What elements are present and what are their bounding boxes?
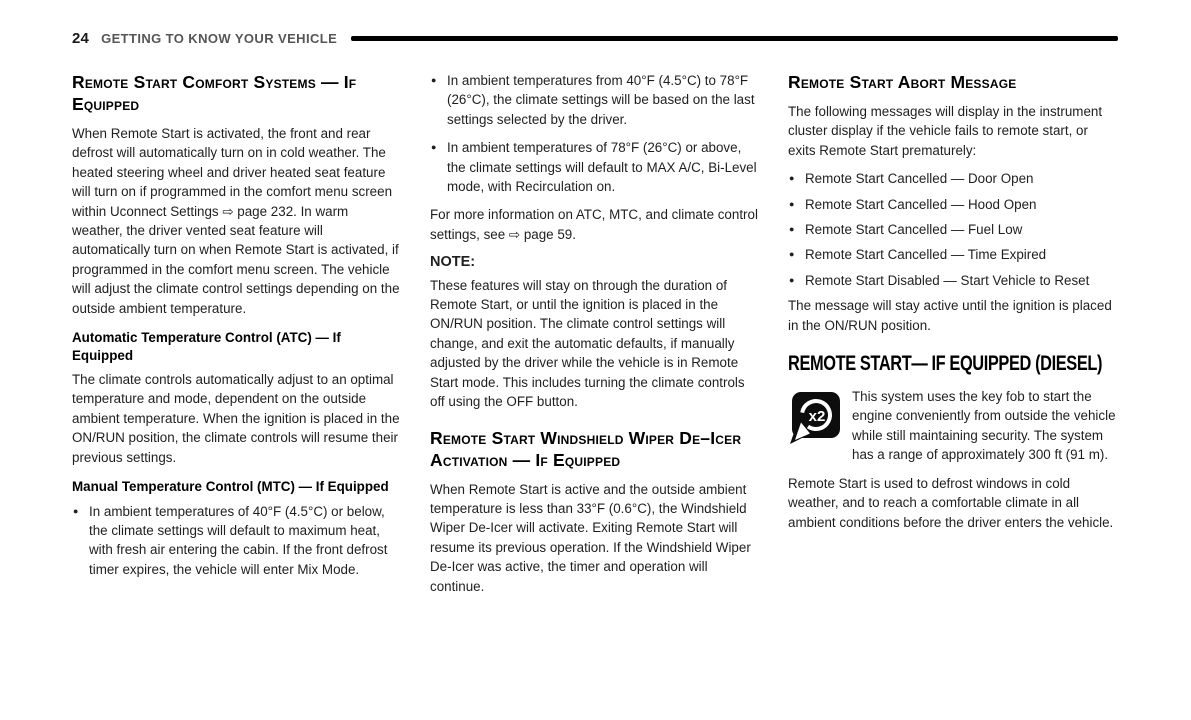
column-right: [788, 71, 1117, 605]
subheading-atc: Automatic Temperature Control (ATC) — If Equipped: [72, 330, 341, 363]
heading-wiper-deicer: Remote Start Windshield Wiper De–Icer Activation — If Equipped: [430, 427, 742, 470]
heading-remote-start-comfort: Remote Start Comfort Systems — If Equipped: [72, 72, 357, 114]
paragraph-diesel-1: This system uses the key fob to start the engine conveniently from outside the vehicle while still maintaining security. The system has a range of approximately 300 ft (91 m).: [852, 389, 1116, 463]
paragraph-more-info: For more information on ATC, MTC, and climate control settings, see ⇨ page 59.: [430, 207, 758, 242]
paragraph-abort-intro: The following messages will display in the instrument cluster display if the vehicle fails to remote start, or exits Remote Start prematurely:: [788, 104, 1103, 158]
heading-abort-message: Remote Start Abort Message: [788, 72, 1017, 92]
note-text: These features will stay on through the duration of Remote Start, or until the ignition is placed in the ON/RUN position. The climate control settings will change, and exit the automatic defaults, if manually adjusted by the driver while the vehicle is in Remote Start mode. This includes turning the climate controls off using the OFF button.: [430, 277, 745, 410]
paragraph-deicer: When Remote Start is active and the outside ambient temperature is less than 33°F (0.6°C), the Windshield Wiper De-Icer will activate. Exiting Remote Start will resume its previous operation. If the Windshield Wiper De-Icer was active, the timer and operation will continue.: [430, 481, 751, 594]
paragraph-atc: The climate controls automatically adjust to an optimal temperature and mode, dependent on the outside ambient temperature. When the ignition is placed in the ON/RUN position, the climate controls will resume their previous settings.: [72, 372, 400, 465]
mtc-bullet-list: [72, 502, 401, 580]
list-item: ● Remote Start Cancelled — Hood Open: [788, 195, 1117, 214]
note-label: NOTE:: [430, 254, 476, 271]
subheading-mtc: Manual Temperature Control (MTC) — If Equipped: [72, 479, 389, 495]
page-header: [72, 30, 1118, 47]
list-item: ● Remote Start Cancelled — Fuel Low: [788, 220, 1117, 239]
mtc-bullet-list-continued: [430, 71, 759, 196]
list-item: ● In ambient temperatures from 40°F (4.5°C) to 78°F (26°C), the climate settings will be based on the last settings selected by the driver.: [430, 71, 759, 129]
paragraph-diesel-2: Remote Start is used to defrost windows in cold weather, and to reach a comfortable climate in all ambient conditions before the driver enters the vehicle.: [788, 475, 1114, 530]
column-left: [72, 71, 401, 605]
diesel-section: [788, 387, 1117, 474]
list-item: ● In ambient temperatures of 78°F (26°C) or above, the climate settings will default to MAX A/C, Bi-Level mode, with Recirculation on.: [430, 138, 759, 196]
list-item: ● Remote Start Cancelled — Door Open: [788, 169, 1117, 188]
chapter-title: GETTING TO KNOW YOUR VEHICLE: [101, 31, 338, 46]
remote-start-x2-icon: [788, 390, 842, 446]
list-item: ● Remote Start Cancelled — Time Expired: [788, 245, 1117, 264]
list-item: ● In ambient temperatures of 40°F (4.5°C) or below, the climate settings will default to maximum heat, with fresh air entering the cabin. If the front defrost timer expires, the vehicle will enter Mix Mode.: [72, 502, 401, 580]
paragraph-comfort-intro: When Remote Start is activated, the front and rear defrost will automatically turn on in cold weather. The heated steering wheel and driver heated seat feature will turn on if programmed in the comfort menu screen within Uconnect Settings ⇨ page 232. In warm weather, the driver vented seat feature will automatically turn on when Remote Start is activated, if programmed in the comfort menu screen. The vehicle will adjust the climate control settings depending on the outside ambient temperature.: [72, 126, 400, 316]
svg-text:x2: x2: [808, 408, 826, 426]
page-number: 24: [72, 30, 90, 47]
heading-remote-start-diesel: REMOTE START— IF EQUIPPED (DIESEL): [788, 352, 1103, 376]
content-columns: [72, 71, 1118, 605]
column-middle: [430, 71, 759, 605]
header-rule: [351, 36, 1118, 41]
paragraph-abort-outro: The message will stay active until the ignition is placed in the ON/RUN position.: [788, 298, 1112, 333]
abort-message-list: [788, 169, 1117, 290]
list-item: ● Remote Start Disabled — Start Vehicle to Reset: [788, 271, 1117, 290]
